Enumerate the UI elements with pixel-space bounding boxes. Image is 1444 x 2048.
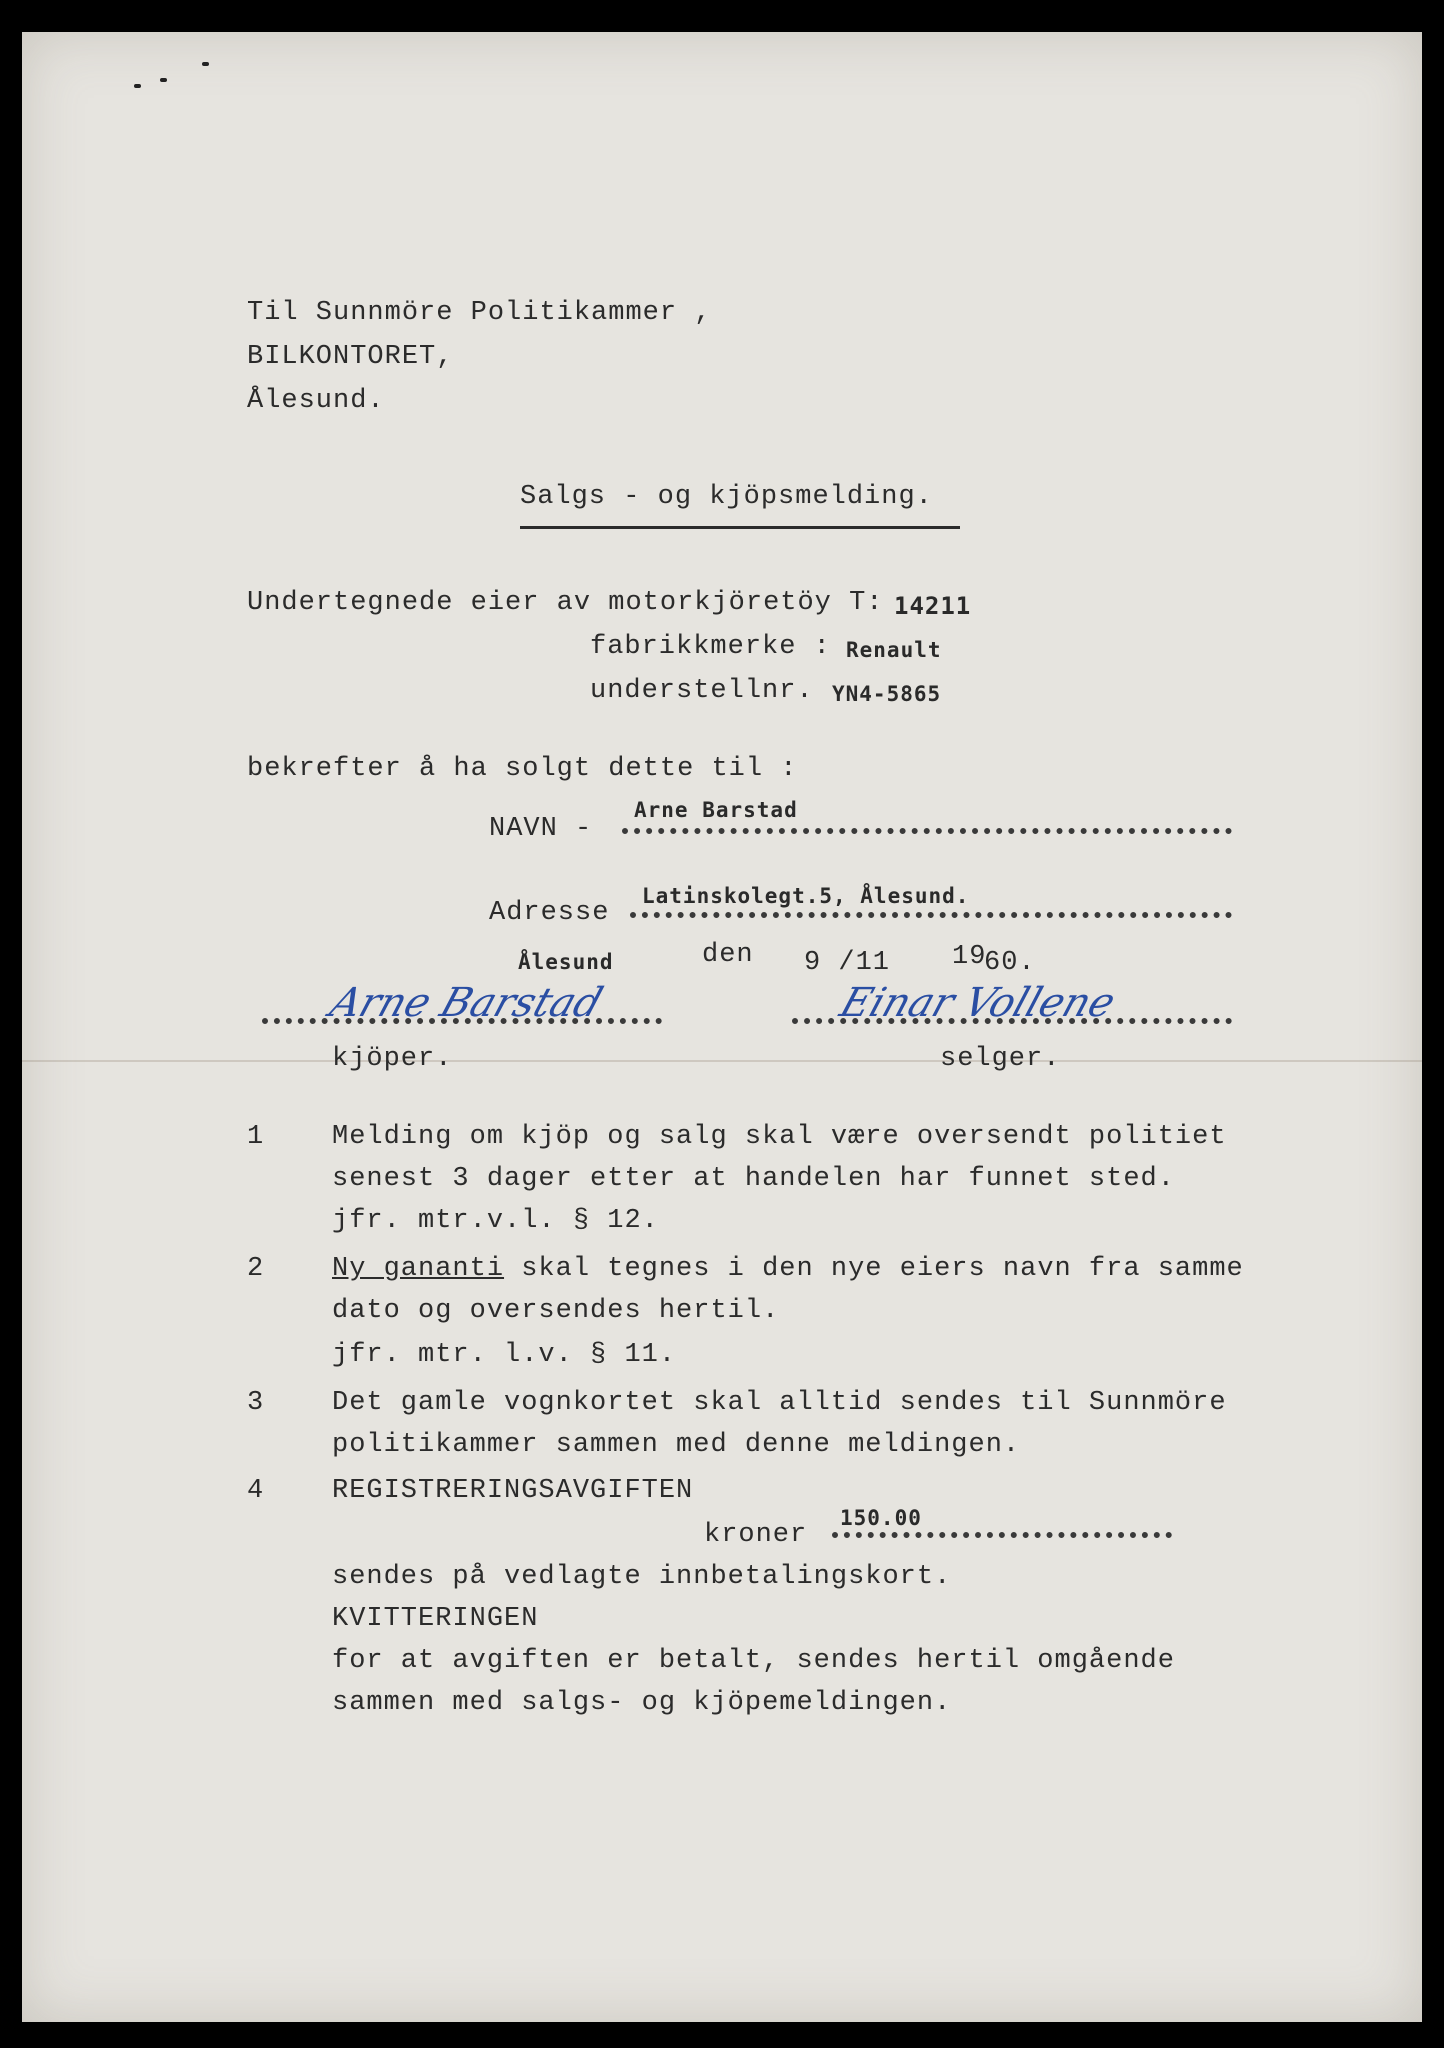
seller-label: selger. xyxy=(940,1044,1061,1074)
date-den-label: den xyxy=(702,940,754,970)
note-2-line-3: jfr. mtr. l.v. § 11. xyxy=(332,1340,677,1370)
buyer-address-value: Latinskolegt.5, Ålesund. xyxy=(642,884,970,908)
ink-speck xyxy=(160,78,167,82)
date-day-month: 9 /11 xyxy=(804,948,891,978)
registration-number: 14211 xyxy=(894,592,972,620)
buyer-name-dotted-line xyxy=(622,828,1232,834)
chassis-label: understellnr. xyxy=(590,676,814,706)
note-3-line-2: politikammer sammen med denne meldingen. xyxy=(332,1430,1021,1460)
document-page xyxy=(22,32,1422,2022)
make-value: Renault xyxy=(846,638,942,662)
buyer-signature-dotted-line xyxy=(262,1018,662,1024)
recipient-line-3: Ålesund. xyxy=(247,386,385,416)
note-4-number: 4 xyxy=(247,1476,265,1506)
buyer-address-label: Adresse xyxy=(489,898,610,928)
document-title: Salgs - og kjöpsmelding. xyxy=(520,482,933,512)
date-place: Ålesund xyxy=(518,950,614,974)
note-1-number: 1 xyxy=(247,1122,265,1152)
ink-speck xyxy=(202,62,209,66)
note-3-line-1: Det gamle vognkortet skal alltid sendes til Sunnmöre xyxy=(332,1388,1227,1418)
kroner-dotted-line xyxy=(832,1532,1172,1538)
recipient-line-2: BILKONTORET, xyxy=(247,342,454,372)
note-2-line-1-rest: skal tegnes i den nye eiers navn fra samme xyxy=(504,1254,1244,1284)
note-1-line-2: senest 3 dager etter at handelen har funnet sted. xyxy=(332,1164,1175,1194)
title-underline xyxy=(520,526,960,529)
owner-statement-label: Undertegnede eier av motorkjöretöy T: xyxy=(247,588,884,618)
buyer-label: kjöper. xyxy=(332,1044,453,1074)
note-2-number: 2 xyxy=(247,1254,265,1284)
note-4-line-4: KVITTERINGEN xyxy=(332,1604,539,1634)
kroner-label: kroner xyxy=(704,1520,808,1550)
buyer-address-dotted-line xyxy=(630,912,1232,918)
buyer-name-value: Arne Barstad xyxy=(634,798,798,822)
seller-signature: Einar Vollene xyxy=(834,980,1121,1026)
chassis-value: YN4-5865 xyxy=(832,682,942,706)
buyer-signature: Arne Barstad xyxy=(324,980,609,1026)
confirmation-text: bekrefter å ha solgt dette til : xyxy=(247,754,798,784)
seller-signature-dotted-line xyxy=(792,1018,1232,1024)
note-2-line-1 xyxy=(332,1254,1244,1284)
note-4-line-6: sammen med salgs- og kjöpemeldingen. xyxy=(332,1688,952,1718)
paper-fold-line xyxy=(22,1060,1422,1062)
note-3-number: 3 xyxy=(247,1388,265,1418)
date-year: 60. xyxy=(984,948,1036,978)
buyer-name-label: NAVN - xyxy=(489,814,593,844)
note-4-line-3: sendes på vedlagte innbetalingskort. xyxy=(332,1562,952,1592)
note-1-line-1: Melding om kjöp og salg skal være oversendt politiet xyxy=(332,1122,1227,1152)
ink-speck xyxy=(134,84,141,88)
note-4-line-5: for at avgiften er betalt, sendes hertil omgående xyxy=(332,1646,1175,1676)
note-2-underlined-term: Ny gananti xyxy=(332,1254,505,1284)
date-century: 19 xyxy=(952,942,987,972)
note-1-line-3: jfr. mtr.v.l. § 12. xyxy=(332,1206,659,1236)
kroner-value: 150.00 xyxy=(840,1506,922,1530)
recipient-line-1: Til Sunnmöre Politikammer , xyxy=(247,298,712,328)
make-label: fabrikkmerke : xyxy=(590,632,831,662)
note-4-line-1: REGISTRERINGSAVGIFTEN xyxy=(332,1476,694,1506)
note-2-line-2: dato og oversendes hertil. xyxy=(332,1296,780,1326)
